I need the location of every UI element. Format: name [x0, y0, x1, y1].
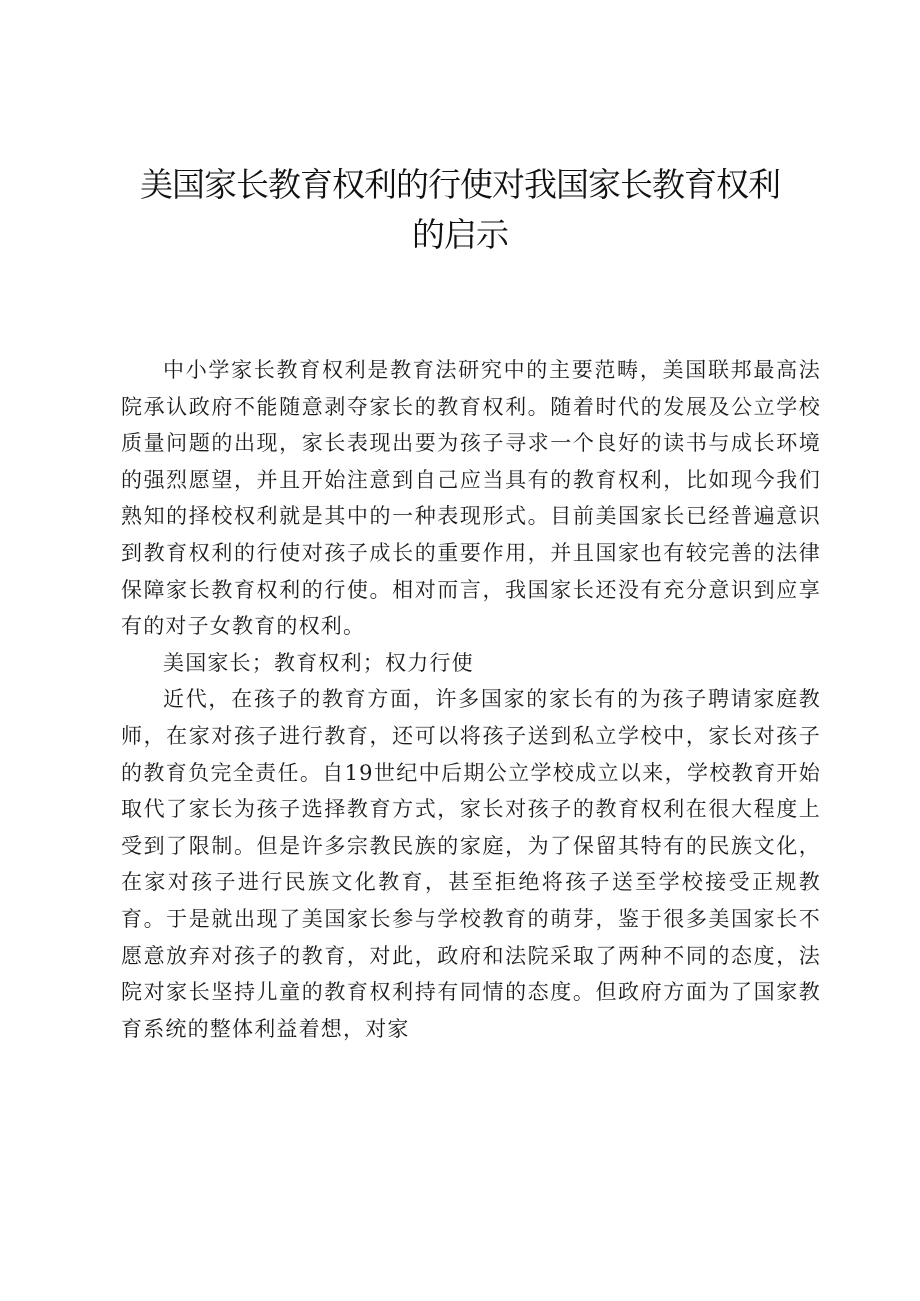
title-line-2: 的启示	[412, 215, 508, 254]
document-body	[121, 352, 821, 1047]
title-line-1: 美国家长教育权利的行使对我国家长教育权利	[140, 165, 780, 204]
document-title	[100, 160, 820, 260]
body-paragraph: 近代，在孩子的教育方面，许多国家的家长有的为孩子聘请家庭教师，在家对孩子进行教育，还可以将孩子送到私立学校中，家长对孩子的教育负完全责任。自19世纪中后期公立学校成立以来，学校教育开始取代了家长为孩子选择教育方式，家长对孩子的教育权利在很大程度上受到了限制。但是许多宗教民族的家庭，为了保留其特有的民族文化，在家对孩子进行民族文化教育，甚至拒绝将孩子送至学校接受正规教育。于是就出现了美国家长参与学校教育的萌芽，鉴于很多美国家长不愿意放弃对孩子的教育，对此，政府和法院采取了两种不同的态度，法院对家长坚持儿童的教育权利持有同情的态度。但政府方面为了国家教育系统的整体利益着想，对家	[121, 687, 821, 1041]
abstract-paragraph: 中小学家长教育权利是教育法研究中的主要范畴，美国联邦最高法院承认政府不能随意剥夺家长的教育权利。随着时代的发展及公立学校质量问题的出现，家长表现出要为孩子寻求一个良好的读书与成长环境的强烈愿望，并且开始注意到自己应当具有的教育权利，比如现今我们熟知的择校权利就是其中的一种表现形式。目前美国家长已经普遍意识到教育权利的行使对孩子成长的重要作用，并且国家也有较完善的法律保障家长教育权利的行使。相对而言，我国家长还没有充分意识到应享有的对子女教育的权利。	[121, 358, 821, 639]
keywords-paragraph: 美国家长；教育权利；权力行使	[163, 650, 474, 675]
